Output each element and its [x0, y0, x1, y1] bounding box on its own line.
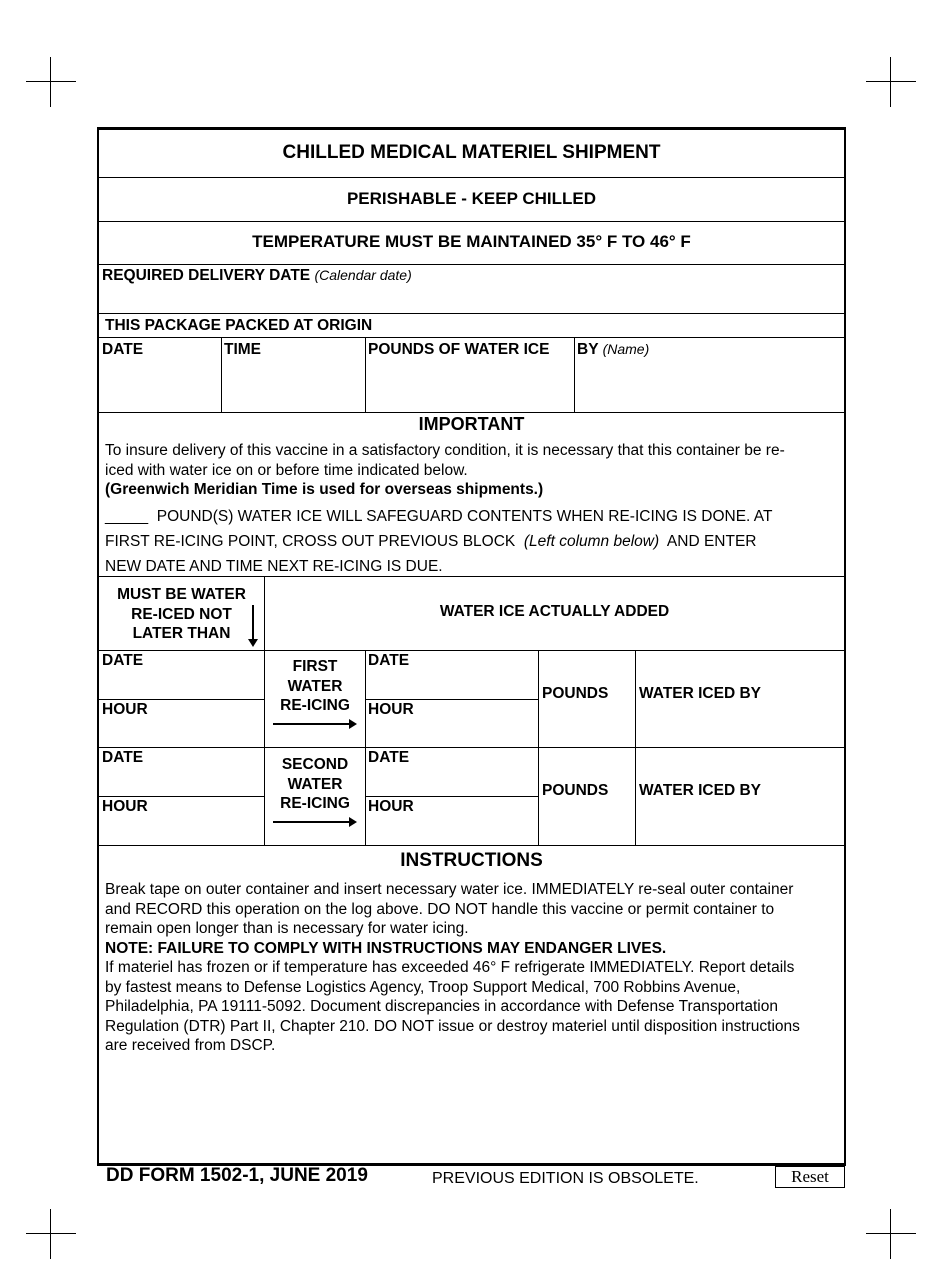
- second-reicing-line-2: WATER: [287, 775, 343, 793]
- arrow-right-icon: [273, 723, 355, 725]
- must-be-reiced-header: [99, 585, 264, 644]
- pounds-blank: _____: [105, 508, 149, 525]
- important-line-5: NEW DATE AND TIME NEXT RE-ICING IS DUE.: [105, 558, 443, 575]
- second-added-date-field[interactable]: [368, 769, 536, 793]
- second-due-hour-field[interactable]: [102, 818, 260, 842]
- first-due-date-label: DATE: [102, 652, 144, 669]
- form-subtitle: PERISHABLE - KEEP CHILLED: [346, 189, 597, 208]
- packed-pounds-label: POUNDS OF WATER ICE: [368, 341, 550, 358]
- first-reicing-label: [265, 657, 365, 716]
- divider: [365, 796, 538, 797]
- previous-edition-note: PREVIOUS EDITION IS OBSOLETE.: [432, 1170, 699, 1187]
- second-reicing-line-1: SECOND: [281, 756, 349, 773]
- instructions-line-6: by fastest means to Defense Logistics Agency, Troop Support Medical, 700 Robbins Avenue,: [105, 978, 741, 996]
- divider: [99, 221, 844, 222]
- divider: [574, 337, 575, 412]
- first-added-date-field[interactable]: [368, 672, 536, 696]
- packed-by-label: [577, 341, 649, 359]
- dd-form-1502-1: [97, 127, 846, 1166]
- divider: [99, 699, 264, 700]
- second-due-hour-label: HOUR: [102, 798, 148, 815]
- second-iced-by-label: WATER ICED BY: [639, 782, 761, 799]
- second-reicing-line-3: RE-ICING: [280, 795, 350, 812]
- divider: [99, 747, 844, 748]
- instructions-line-2: and RECORD this operation on the log above. DO NOT handle this vaccine or permit container to: [105, 900, 775, 918]
- packed-by-field[interactable]: [577, 362, 840, 407]
- packed-time-label: TIME: [224, 341, 262, 358]
- second-added-hour-field[interactable]: [368, 818, 536, 842]
- packed-date-label: DATE: [102, 341, 144, 358]
- water-ice-added-header: WATER ICE ACTUALLY ADDED: [439, 603, 670, 620]
- important-line-2: iced with water ice on or before time indicated below.: [105, 461, 468, 479]
- divider: [99, 313, 844, 314]
- important-line-1: To insure delivery of this vaccine in a satisfactory condition, it is necessary that this container be re-: [105, 442, 785, 459]
- important-heading: IMPORTANT: [418, 414, 525, 434]
- divider: [99, 845, 844, 846]
- instructions-line-1: Break tape on outer container and insert necessary water ice. IMMEDIATELY re-seal outer container: [105, 881, 794, 898]
- first-due-hour-label: HOUR: [102, 701, 148, 718]
- second-reicing-label: [265, 755, 365, 814]
- instructions-text: [105, 880, 841, 1056]
- instructions-line-7: Philadelphia, PA 19111-5092. Document discrepancies in accordance with Defense Transportation: [105, 998, 778, 1015]
- second-pounds-label: POUNDS: [542, 782, 609, 799]
- must-be-reiced-line-1: MUST BE WATER: [117, 586, 246, 603]
- instructions-line-8: Regulation (DTR) Part II, Chapter 210. DO NOT issue or destroy materiel until disposition instructions: [105, 1017, 800, 1035]
- divider: [99, 796, 264, 797]
- crop-mark-bottom-left: [26, 1209, 76, 1259]
- crop-mark-bottom-right: [866, 1209, 916, 1259]
- important-text: [105, 441, 841, 500]
- form-title: CHILLED MEDICAL MATERIEL SHIPMENT: [282, 142, 661, 163]
- divider: [99, 576, 844, 577]
- instructions-heading: INSTRUCTIONS: [400, 850, 543, 871]
- first-added-hour-field[interactable]: [368, 721, 536, 745]
- divider: [365, 699, 538, 700]
- packed-date-field[interactable]: [102, 362, 218, 407]
- first-reicing-line-2: WATER: [287, 677, 343, 695]
- must-be-reiced-line-2: RE-ICED NOT: [131, 605, 232, 623]
- divider: [99, 412, 844, 413]
- arrow-right-icon: [273, 821, 355, 823]
- packed-by-text: BY: [577, 341, 599, 358]
- second-due-date-label: DATE: [102, 749, 144, 766]
- must-be-reiced-line-3: LATER THAN: [132, 625, 231, 642]
- divider: [99, 264, 844, 265]
- divider: [365, 337, 366, 412]
- calendar-date-hint: (Calendar date): [314, 267, 412, 283]
- required-delivery-date-label: [102, 267, 412, 285]
- reicing-instruction-text: [105, 504, 841, 579]
- form-number: DD FORM 1502-1, JUNE 2019: [106, 1165, 368, 1186]
- packed-by-hint: (Name): [602, 341, 650, 357]
- instructions-line-5: If materiel has frozen or if temperature has exceeded 46° F refrigerate IMMEDIATELY. Report details: [105, 959, 795, 976]
- first-added-date-label: DATE: [368, 652, 410, 669]
- packed-at-origin-heading: THIS PACKAGE PACKED AT ORIGIN: [105, 317, 373, 334]
- important-line-3: POUND(S) WATER ICE WILL SAFEGUARD CONTENTS WHEN RE-ICING IS DONE. AT: [156, 508, 773, 525]
- instructions-line-9: are received from DSCP.: [105, 1037, 276, 1054]
- arrow-down-icon: [252, 605, 254, 645]
- left-column-hint: (Left column below): [523, 533, 660, 550]
- required-delivery-date-text: REQUIRED DELIVERY DATE: [102, 267, 311, 284]
- crop-mark-top-right: [866, 57, 916, 107]
- crop-mark-top-left: [26, 57, 76, 107]
- first-due-hour-field[interactable]: [102, 721, 260, 745]
- second-added-hour-label: HOUR: [368, 798, 414, 815]
- first-due-date-field[interactable]: [102, 672, 260, 696]
- instructions-line-3: remain open longer than is necessary for water icing.: [105, 920, 469, 937]
- first-reicing-line-3: RE-ICING: [280, 697, 350, 714]
- divider: [99, 177, 844, 178]
- packed-pounds-field[interactable]: [368, 362, 571, 407]
- instructions-note: NOTE: FAILURE TO COMPLY WITH INSTRUCTIONS MAY ENDANGER LIVES.: [105, 939, 667, 957]
- required-delivery-date-field[interactable]: [102, 288, 840, 310]
- first-iced-by-label: WATER ICED BY: [639, 685, 761, 702]
- divider: [221, 337, 222, 412]
- second-due-date-field[interactable]: [102, 769, 260, 793]
- first-pounds-label: POUNDS: [542, 685, 609, 702]
- temperature-requirement: TEMPERATURE MUST BE MAINTAINED 35° F TO 46° F: [252, 232, 691, 251]
- packed-time-field[interactable]: [224, 362, 363, 407]
- reset-button[interactable]: Reset: [775, 1166, 845, 1188]
- important-line-4a: FIRST RE-ICING POINT, CROSS OUT PREVIOUS BLOCK: [105, 533, 516, 550]
- gmt-note: (Greenwich Meridian Time is used for overseas shipments.): [105, 481, 544, 498]
- divider: [99, 337, 844, 338]
- first-added-hour-label: HOUR: [368, 701, 414, 718]
- first-reicing-line-1: FIRST: [292, 658, 338, 675]
- second-added-date-label: DATE: [368, 749, 410, 766]
- important-line-4c: AND ENTER: [666, 533, 757, 550]
- divider: [99, 650, 844, 651]
